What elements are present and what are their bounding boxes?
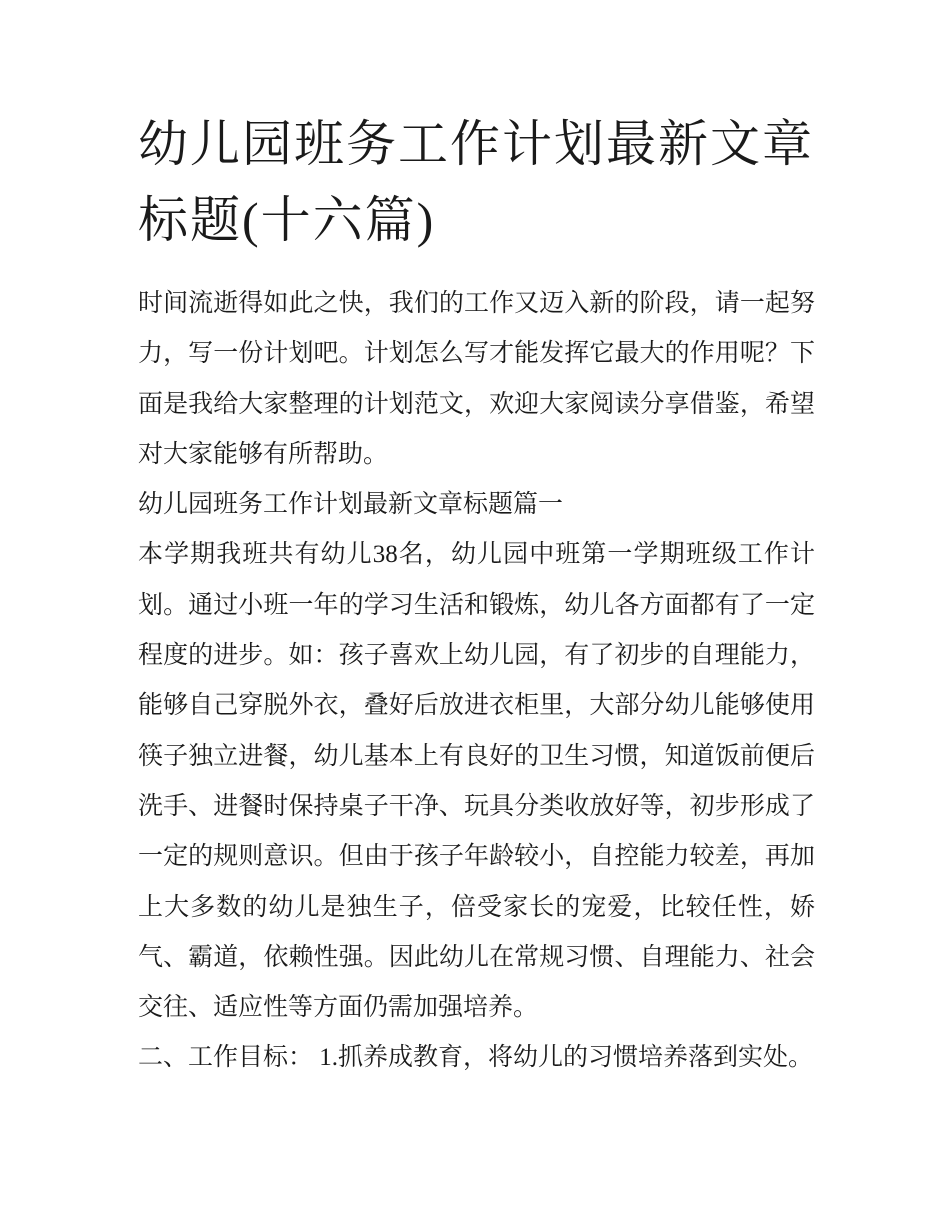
- section-heading-part-one: 幼儿园班务工作计划最新文章标题篇一: [138, 491, 564, 519]
- work-goals-paragraph: 二、工作目标： 1.抓养成教育，将幼儿的习惯培养落到实处。: [138, 1044, 814, 1072]
- intro-paragraph: 时间流逝得如此之快，我们的工作又迈入新的阶段，请一起努力，写一份计划吧。计划怎么写才能发挥它最大的作用呢？下面是我给大家整理的计划范文，欢迎大家阅读分享借鉴，希望对大家能够有所帮助。: [138, 290, 815, 468]
- document-title: 幼儿园班务工作计划最新文章标题(十六篇): [138, 116, 814, 248]
- class-overview-paragraph: 本学期我班共有幼儿38名，幼儿园中班第一学期班级工作计划。通过小班一年的学习生活和锻炼，幼儿各方面都有了一定程度的进步。如：孩子喜欢上幼儿园，有了初步的自理能力，能够自己穿脱外衣，叠好后放进衣柜里，大部分幼儿能够使用筷子独立进餐，幼儿基本上有良好的卫生习惯，知道饭前便后洗手、进餐时保持桌子干净、玩具分类收放好等，初步形成了一定的规则意识。但由于孩子年龄较小，自控能力较差，再加上大多数的幼儿是独生子，倍受家长的宠爱，比较任性，娇气、霸道，依赖性强。因此幼儿在常规习惯、自理能力、社会交往、适应性等方面仍需加强培养。: [138, 541, 815, 1022]
